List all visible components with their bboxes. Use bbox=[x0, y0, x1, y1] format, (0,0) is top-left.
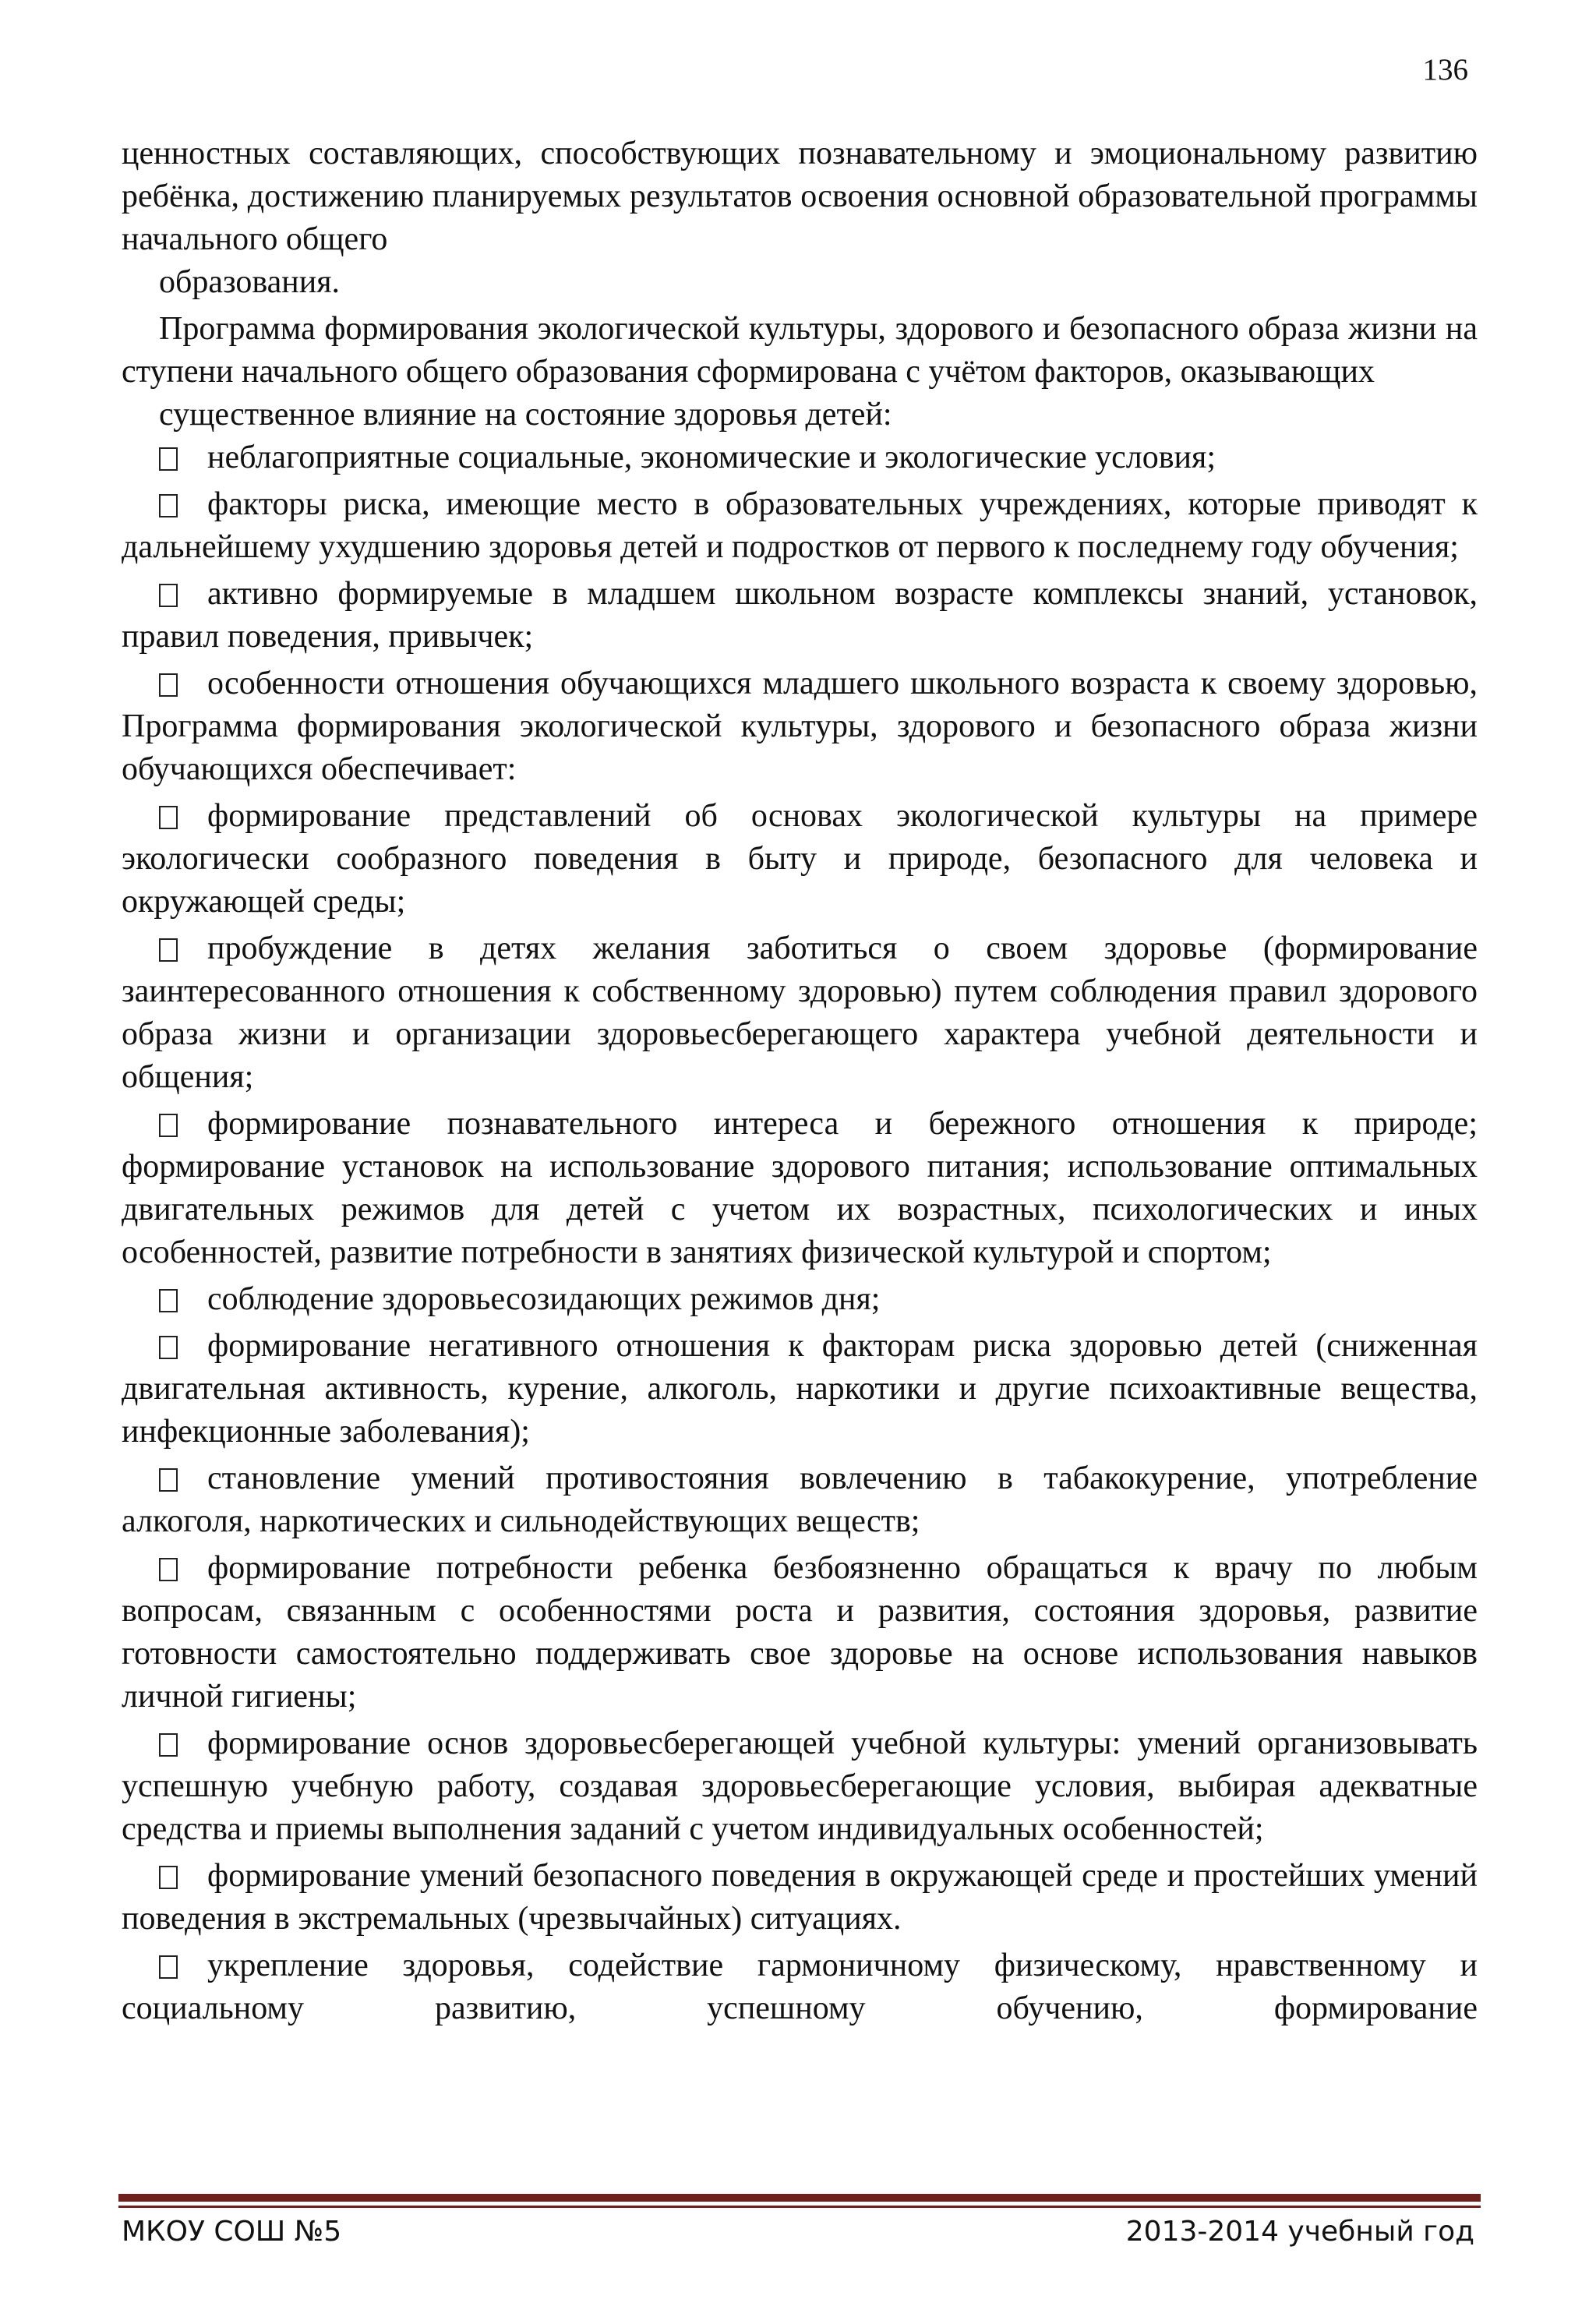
bullet-icon bbox=[159, 1336, 178, 1359]
provision-item: формирование умений безопасного поведения в окружающей среде и простейших умений поведения в экстремальных (чрезвычайных) ситуациях. bbox=[122, 1858, 1478, 1937]
bullet-icon bbox=[159, 1955, 178, 1979]
bullet-icon bbox=[159, 494, 178, 517]
bullet-icon bbox=[159, 447, 178, 471]
bullet-icon bbox=[159, 938, 178, 962]
factor-item: активно формируемые в младшем школьном возрасте комплексы знаний, установок, правил поведения, привычек; bbox=[122, 576, 1478, 655]
provision-item: становление умений противостояния вовлечению в табакокурение, употребление алкоголя, наркотических и сильнодействующих веществ; bbox=[122, 1460, 1478, 1539]
bullet-icon bbox=[159, 1558, 178, 1581]
intro-tail: образования. bbox=[159, 264, 341, 300]
provision-item: формирование потребности ребенка безбоязненно обращаться к врачу по любым вопросам, связанным с особенностями роста и развития, состояния здоровья, развитие готовности самостоятельно поддерживать свое здоровье на основе использования навыков личной гигиены; bbox=[122, 1550, 1478, 1715]
bullet-icon bbox=[159, 1289, 178, 1312]
intro-paragraph: ценностных составляющих, способствующих познавательному и эмоциональному развитию ребёнка, достижению планируемых результатов освоения основной образовательной программы начального общего bbox=[122, 136, 1478, 257]
provision-item: формирование представлений об основах экологической культуры на примере экологически сообразного поведения в быту и природе, безопасного для человека и окружающей среды; bbox=[122, 798, 1478, 920]
bullet-icon bbox=[159, 1733, 178, 1757]
bullet-icon bbox=[159, 806, 178, 829]
program-tail: существенное влияние на состояние здоровья детей: bbox=[159, 397, 892, 433]
provision-item: формирование основ здоровьесберегающей учебной культуры: умений организовывать успешную учебную работу, создавая здоровьесберегающие условия, выбирая адекватные средства и приемы выполнения заданий с учетом индивидуальных особенностей; bbox=[122, 1725, 1478, 1847]
bullet-icon bbox=[159, 1114, 178, 1137]
provision-item: соблюдение здоровьесозидающих режимов дня; bbox=[122, 1278, 1478, 1321]
provision-item: пробуждение в детях желания заботиться о своем здоровье (формирование заинтересованного отношения к собственному здоровью) путем соблюдения правил здорового образа жизни и организации здоровьесберегающего характера учебной деятельности и общения; bbox=[122, 931, 1478, 1095]
factor-item: факторы риска, имеющие место в образовательных учреждениях, которые приводят к дальнейшему ухудшению здоровья детей и подростков от первого к последнему году обучения; bbox=[122, 486, 1478, 565]
document-body bbox=[122, 132, 1478, 2030]
provision-item: формирование негативного отношения к факторам риска здоровью детей (сниженная двигательная активность, курение, алкоголь, наркотики и другие психоактивные вещества, инфекционные заболевания); bbox=[122, 1328, 1478, 1450]
page-number: 136 bbox=[1422, 53, 1468, 87]
provision-item: формирование познавательного интереса и бережного отношения к природе; формирование установок на использование здорового питания; использование оптимальных двигательных режимов для детей с учетом их возрастных, психологических и иных особенностей, развитие потребности в занятиях физической культурой и спортом; bbox=[122, 1106, 1478, 1270]
footer-year: 2013-2014 учебный год bbox=[1125, 2216, 1474, 2248]
bullet-icon bbox=[159, 1468, 178, 1492]
factor-item: особенности отношения обучающихся младшего школьного возраста к своему здоровью, Программа формирования экологической культуры, здорового и безопасного образа жизни обучающихся обеспечивает: bbox=[122, 666, 1478, 787]
bullet-icon bbox=[159, 673, 178, 697]
bullet-icon bbox=[159, 1866, 178, 1889]
footer-school: МКОУ СОШ №5 bbox=[122, 2216, 342, 2248]
footer-rule bbox=[118, 2194, 1481, 2202]
factor-item: неблагоприятные социальные, экономические и экологические условия; bbox=[122, 436, 1478, 479]
footer-rule-thin bbox=[118, 2206, 1481, 2208]
provision-item: укрепление здоровья, содействие гармоничному физическому, нравственному и социальному развитию, успешному обучению, формирование bbox=[122, 1948, 1478, 2026]
bullet-icon bbox=[159, 584, 178, 607]
program-paragraph: Программа формирования экологической культуры, здорового и безопасного образа жизни на ступени начального общего образования сформирована с учётом факторов, оказывающих bbox=[122, 311, 1478, 390]
